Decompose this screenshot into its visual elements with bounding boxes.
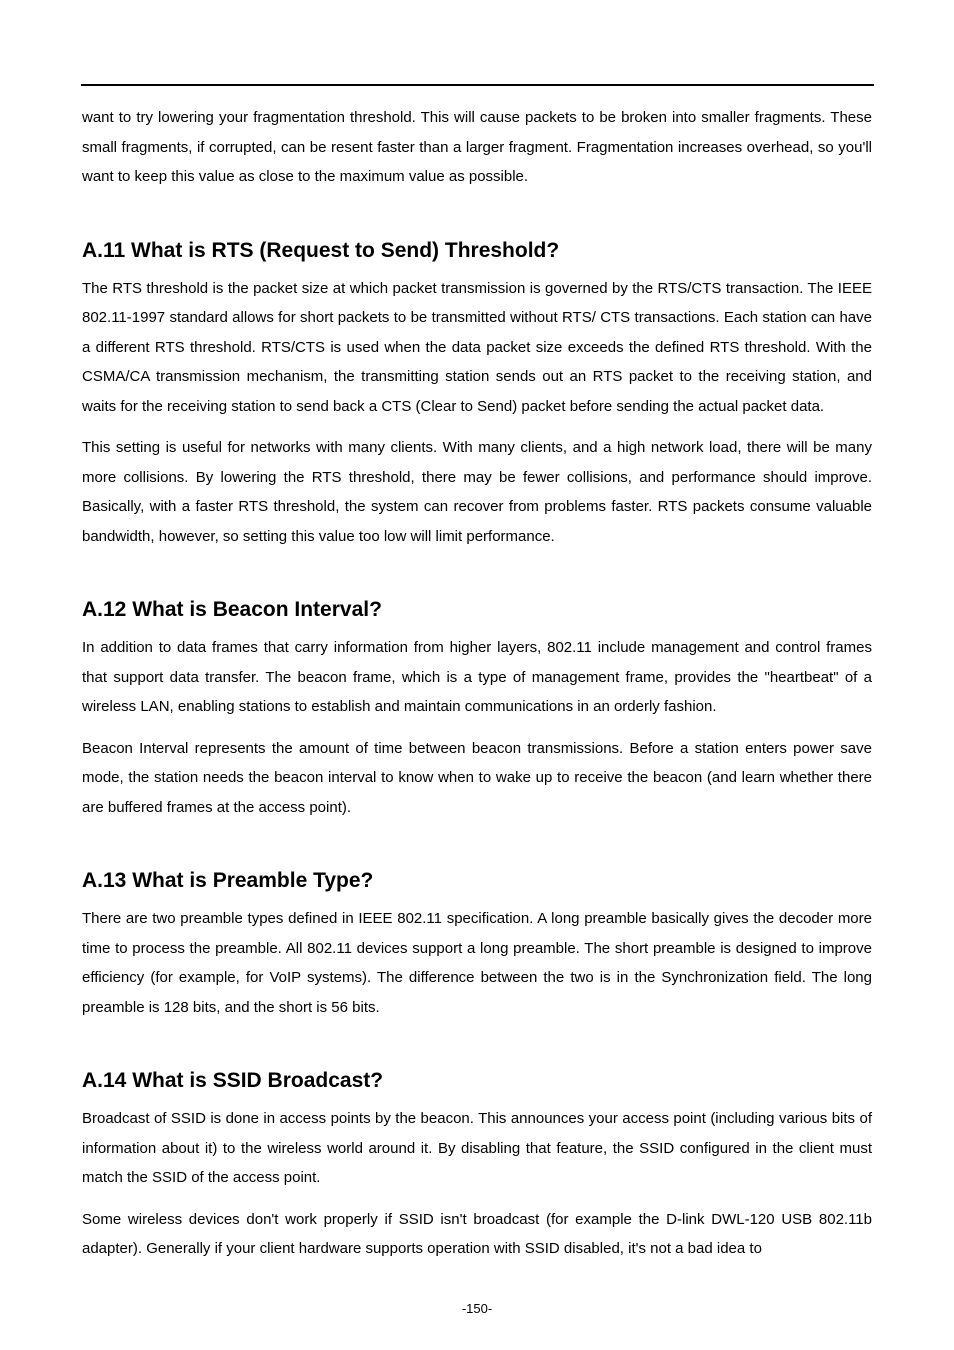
section-beacon-interval bbox=[82, 563, 872, 822]
header-rule bbox=[81, 84, 874, 86]
section-rts-threshold bbox=[82, 204, 872, 552]
document-body bbox=[82, 103, 872, 1276]
section-paragraph: The RTS threshold is the packet size at which packet transmission is governed by the RTS/CTS transaction. The IEEE 802.11-1997 standard allows for short packets to be transmitted without RTS/ CTS transactions. Each station can have a different RTS threshold. RTS/CTS is used when the data packet size exceeds the defined RTS threshold. With the CSMA/CA transmission mechanism, the transmitting station sends out an RTS packet to the receiving station, and waits for the receiving station to send back a CTS (Clear to Send) packet before sending the actual packet data. bbox=[82, 279, 872, 415]
section-heading: A.13 What is Preamble Type? bbox=[82, 869, 374, 892]
section-preamble-type bbox=[82, 834, 872, 1022]
section-paragraph: This setting is useful for networks with many clients. With many clients, and a high network load, there will be many more collisions. By lowering the RTS threshold, there may be fewer collisions, and performance should improve. Basically, with a faster RTS threshold, the system can recover from problems faster. RTS packets consume valuable bandwidth, however, so setting this value too low will limit performance. bbox=[82, 439, 872, 545]
section-paragraph: There are two preamble types defined in IEEE 802.11 specification. A long preamble basically gives the decoder more time to process the preamble. All 802.11 devices support a long preamble. The short preamble is designed to improve efficiency (for example, for VoIP systems). The difference between the two is in the Synchronization field. The long preamble is 128 bits, and the short is 56 bits. bbox=[82, 910, 872, 1016]
section-paragraph: In addition to data frames that carry information from higher layers, 802.11 include management and control frames that support data transfer. The beacon frame, which is a type of management frame, provides the "heartbeat" of a wireless LAN, enabling stations to establish and maintain communications in an orderly fashion. bbox=[82, 639, 872, 715]
section-heading: A.12 What is Beacon Interval? bbox=[82, 598, 382, 621]
section-ssid-broadcast bbox=[82, 1034, 872, 1264]
section-paragraph: Some wireless devices don't work properly if SSID isn't broadcast (for example the D-link DWL-120 USB 802.11b adapter). Generally if your client hardware supports operation with SSID disabled, it's not a bad idea to bbox=[82, 1210, 872, 1257]
section-paragraph: Broadcast of SSID is done in access points by the beacon. This announces your access point (including various bits of information about it) to the wireless world around it. By disabling that feature, the SSID configured in the client must match the SSID of the access point. bbox=[82, 1110, 872, 1186]
intro-paragraph: want to try lowering your fragmentation threshold. This will cause packets to be broken into smaller fragments. These small fragments, if corrupted, can be resent faster than a larger fragment. Fragmentation increases overhead, so you'll want to keep this value as close to the maximum value as possible. bbox=[82, 109, 872, 185]
section-paragraph: Beacon Interval represents the amount of time between beacon transmissions. Before a station enters power save mode, the station needs the beacon interval to know when to wake up to receive the beacon (and learn whether there are buffered frames at the access point). bbox=[82, 739, 872, 816]
page-number: -150- bbox=[461, 1301, 493, 1316]
section-heading: A.14 What is SSID Broadcast? bbox=[82, 1069, 384, 1092]
section-heading: A.11 What is RTS (Request to Send) Threshold? bbox=[82, 238, 560, 262]
